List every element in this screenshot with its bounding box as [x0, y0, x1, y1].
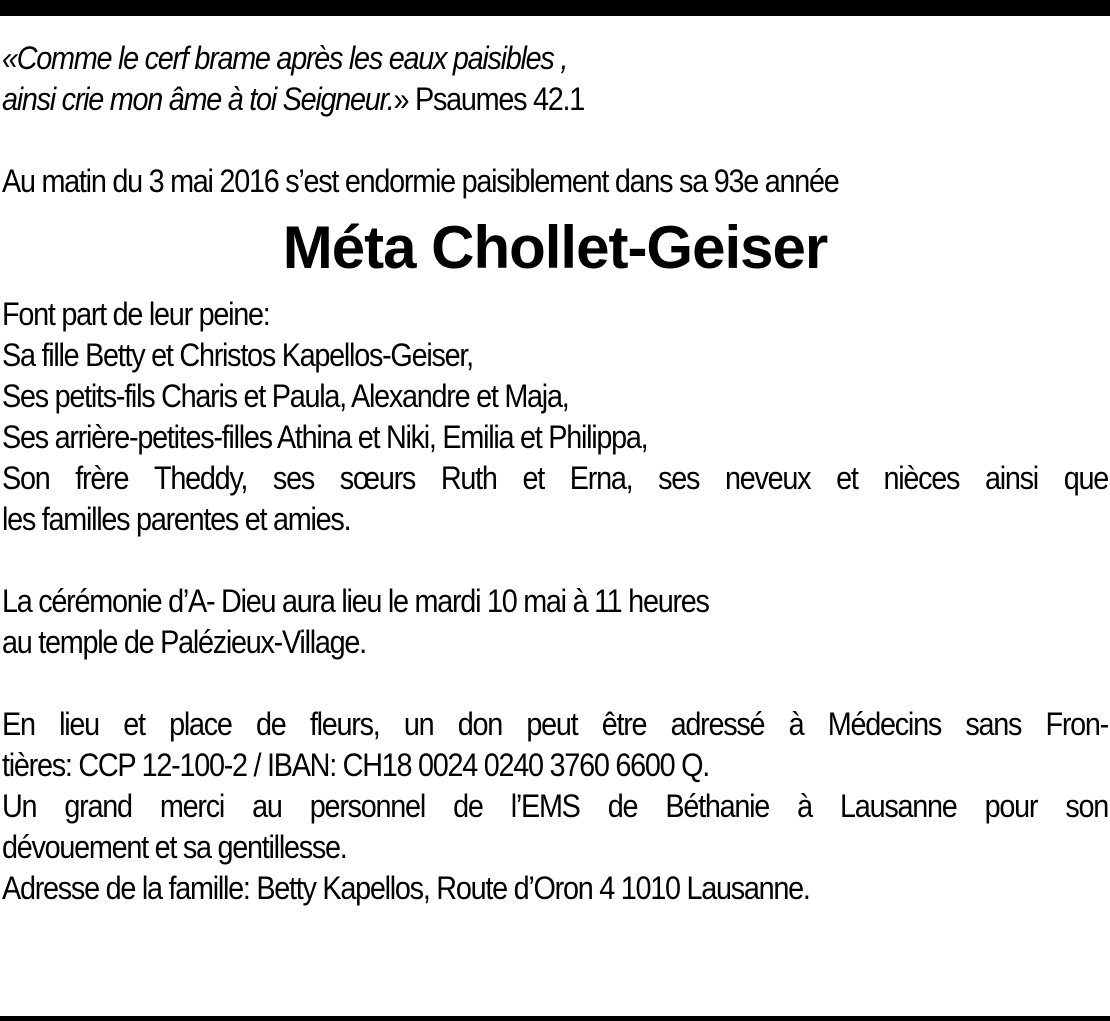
justified-word: et: [522, 460, 544, 496]
epigraph-close-quote: »: [393, 81, 409, 117]
family-line-justified: [2, 458, 1108, 499]
family-heading: Font part de leur peine:: [2, 296, 270, 332]
epigraph-reference: Psaumes 42.1: [408, 81, 585, 117]
justified-word: frère: [75, 460, 129, 496]
justified-word: grand: [64, 788, 132, 824]
justified-word: être: [601, 706, 647, 742]
closing-section: [2, 704, 1108, 909]
thanks-line-2: dévouement et sa gentillesse.: [2, 829, 347, 865]
epigraph-line-2-text: ainsi crie mon âme à toi Seigneur.: [2, 81, 394, 117]
justified-word: lieu: [59, 706, 99, 742]
justified-word: pour: [984, 788, 1038, 824]
justified-word: et: [123, 706, 145, 742]
justified-word: ses: [658, 460, 700, 496]
obituary-notice: [2, 38, 1108, 909]
ceremony-section: [2, 581, 1108, 663]
justified-word: Médecins: [827, 706, 941, 742]
justified-word: peut: [526, 706, 578, 742]
justified-word: Un: [2, 788, 37, 824]
ceremony-line-1: La cérémonie d’A- Dieu aura lieu le mardi 10 mai à 11 heures: [2, 583, 709, 619]
justified-word: de: [453, 788, 483, 824]
family-address: Adresse de la famille: Betty Kapellos, Route d’Oron 4 1010 Lausanne.: [2, 870, 810, 906]
justified-word: Lausanne: [840, 788, 957, 824]
justified-word: place: [169, 706, 232, 742]
justified-word: un: [403, 706, 434, 742]
justified-word: à: [797, 788, 812, 824]
justified-word: fleurs,: [309, 706, 380, 742]
deceased-name: Méta Chollet-Geiser: [282, 214, 828, 281]
justified-word: Son: [2, 460, 50, 496]
justified-word: que: [1063, 460, 1108, 496]
spacer: [2, 663, 1108, 704]
justified-word: l’EMS: [510, 788, 580, 824]
justified-word: Fron-: [1045, 706, 1109, 742]
justified-word: neveux: [725, 460, 811, 496]
spacer: [2, 540, 1108, 581]
justified-word: sans: [965, 706, 1022, 742]
family-line: les familles parentes et amies.: [2, 501, 351, 537]
justified-word: adressé: [670, 706, 765, 742]
family-line: Ses petits-fils Charis et Paula, Alexandre et Maja,: [2, 378, 569, 414]
thanks-line-1-justified: [2, 786, 1108, 827]
epigraph-line-1: «Comme le cerf brame après les eaux paisibles ,: [2, 40, 568, 76]
epigraph-line-2: [2, 79, 997, 120]
family-line: Ses arrière-petites-filles Athina et Niki, Emilia et Philippa,: [2, 419, 648, 455]
justified-word: don: [457, 706, 502, 742]
justified-word: son: [1065, 788, 1109, 824]
justified-word: ses: [272, 460, 314, 496]
justified-word: de: [607, 788, 638, 824]
donation-line-2: tières: CCP 12-100-2 / IBAN: CH18 0024 0240 3760 6600 Q.: [2, 747, 709, 783]
family-line: Sa fille Betty et Christos Kapellos-Geiser,: [2, 337, 473, 373]
justified-word: merci: [159, 788, 225, 824]
intro-text: Au matin du 3 mai 2016 s’est endormie paisiblement dans sa 93e année: [2, 163, 839, 199]
justified-word: à: [788, 706, 804, 742]
epigraph: [2, 38, 1108, 120]
justified-word: Béthanie: [665, 788, 770, 824]
justified-word: sœurs: [339, 460, 416, 496]
top-border-rule: [0, 0, 1110, 16]
justified-word: Theddy,: [154, 460, 248, 496]
justified-word: nièces: [883, 460, 960, 496]
justified-word: et: [836, 460, 858, 496]
spacer: [2, 120, 1108, 161]
ceremony-line-2: au temple de Palézieux-Village.: [2, 624, 366, 660]
justified-word: ainsi: [984, 460, 1038, 496]
justified-word: Ruth: [440, 460, 497, 496]
family-section: [2, 294, 1108, 540]
justified-word: au: [252, 788, 282, 824]
donation-line-1-justified: [2, 704, 1108, 745]
justified-word: personnel: [309, 788, 425, 824]
justified-word: En: [2, 706, 35, 742]
bottom-border-rule: [0, 1016, 1110, 1021]
justified-word: de: [255, 706, 286, 742]
justified-word: Erna,: [569, 460, 633, 496]
